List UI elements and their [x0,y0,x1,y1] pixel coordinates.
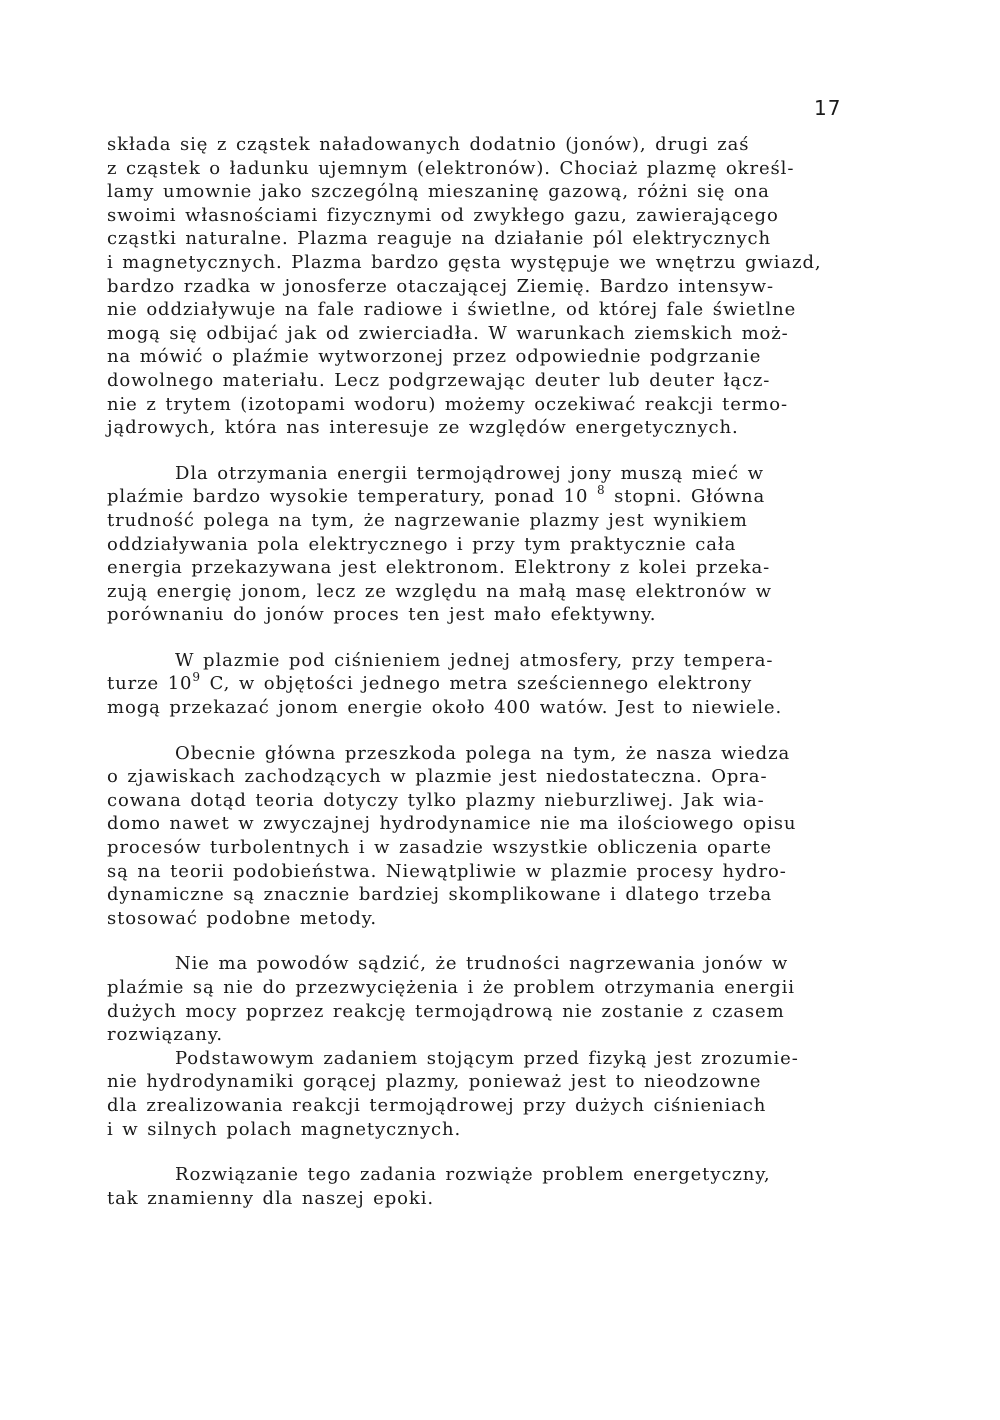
text-line: stosować podobne metody. [107,907,377,929]
exponent: 8 [596,483,606,498]
text-line: lamy umownie jako szczególną mieszaninę gazową, różni się ona [107,181,770,203]
paragraph-7 [107,1163,907,1210]
text-line: plaźmie są nie do przezwyciężenia i że problem otrzymania energii [107,977,795,998]
paragraph-5 [107,952,907,1046]
text-line: bardzo rzadka w jonosferze otaczającej Ziemię. Bardzo intensyw- [107,275,774,297]
text-line: plaźmie bardzo wysokie temperatury, ponad 10 $^8$ stopni. Główna [107,483,766,508]
text-line: nie hydrodynamiki gorącej plazmy, ponieważ jest to nieodzowne [107,1071,762,1093]
text-line: mogą się odbijać jak od zwierciadła. W warunkach ziemskich moż- [107,322,789,344]
text-line: są na teorii podobieństwa. Niewątpliwie w plazmie procesy hydro- [107,860,787,882]
text-line: dużych mocy poprzez reakcję termojądrową nie zostanie z czasem [107,1000,785,1022]
page-number: 17 [814,96,842,120]
paragraph-4 [107,742,907,931]
text-line: Podstawowym zadaniem stojącym przed fizyką jest zrozumie- [175,1047,799,1069]
text-line: dla zrealizowania reakcji termojądrowej przy dużych ciśnieniach [107,1094,767,1116]
paragraph-2 [107,462,907,627]
text-line: nie z trytem (izotopami wodoru) możemy oczekiwać reakcji termo- [107,393,788,415]
text-line: porównaniu do jonów proces ten jest mało efektywny. [107,604,657,626]
text-line: turze $10^9$ C, w objętości jednego metra sześciennego elektrony [107,670,753,695]
text-line: jądrowych, która nas interesuje ze względów energetycznych. [107,417,739,439]
text-line: rozwiązany. [107,1024,224,1046]
text-line: Nie ma powodów sądzić, że trudności nagrzewania jonów w [175,953,789,975]
text-line: domo nawet w zwyczajnej hydrodynamice nie ma ilościowego opisu [107,813,797,835]
text-line: dynamiczne są znacznie bardziej skomplikowane i dlatego trzeba [107,884,773,906]
text-line: energia przekazywana jest elektronom. Elektrony z kolei przeka- [107,557,771,579]
text-line: trudność polega na tym, że nagrzewanie plazmy jest wynikiem [107,509,748,531]
text-line: składa się z cząstek naładowanych dodatnio (jonów), drugi zaś [107,134,750,155]
exponent: 9 [192,670,201,685]
text-line: zują energię jonom, lecz ze względu na małą masę elektronów w [107,580,772,602]
text-line: dowolnego materiału. Lecz podgrzewając deuter lub deuter łącz- [107,369,771,391]
text-line: mogą przekazać jonom energie około 400 watów. Jest to niewiele. [107,697,783,719]
text-line: i magnetycznych. Plazma bardzo gęsta występuje we wnętrzu gwiazd, [107,251,822,273]
text-line: swoimi własnościami fizycznymi od zwykłego gazu, zawierającego [107,204,779,226]
text-line: procesów turbolentnych i w zasadzie wszystkie obliczenia oparte [107,837,772,859]
text-line: W plazmie pod ciśnieniem jednej atmosfery, przy tempera- [175,649,774,671]
document-body [107,133,907,1210]
text-line: na mówić o plaźmie wytworzonej przez odpowiednie podgrzanie [107,346,762,368]
text-line: i w silnych polach magnetycznych. [107,1118,462,1140]
paragraph-6 [107,1047,907,1141]
paragraph-1 [107,133,907,440]
text-line: o zjawiskach zachodzących w plazmie jest niedostateczna. Opra- [107,766,768,788]
text-line: tak znamienny dla naszej epoki. [107,1187,434,1209]
text-line: z cząstek o ładunku ujemnym (elektronów). Chociaż plazmę określ- [107,157,795,179]
text-line: Obecnie główna przeszkoda polega na tym, że nasza wiedza [175,742,791,764]
text-line: cząstki naturalne. Plazma reaguje na działanie pól elektrycznych [107,228,771,250]
text-line: oddziaływania pola elektrycznego i przy tym praktycznie cała [107,533,737,555]
paragraph-3 [107,649,907,720]
text-line: Rozwiązanie tego zadania rozwiąże problem energetyczny, [175,1164,771,1186]
text-line: nie oddziaływuje na fale radiowe i świetlne, od której fale świetlne [107,299,797,321]
text-line: cowana dotąd teoria dotyczy tylko plazmy nieburzliwej. Jak wia- [107,789,765,811]
text-line: Dla otrzymania energii termojądrowej jony muszą mieć w [175,462,764,484]
